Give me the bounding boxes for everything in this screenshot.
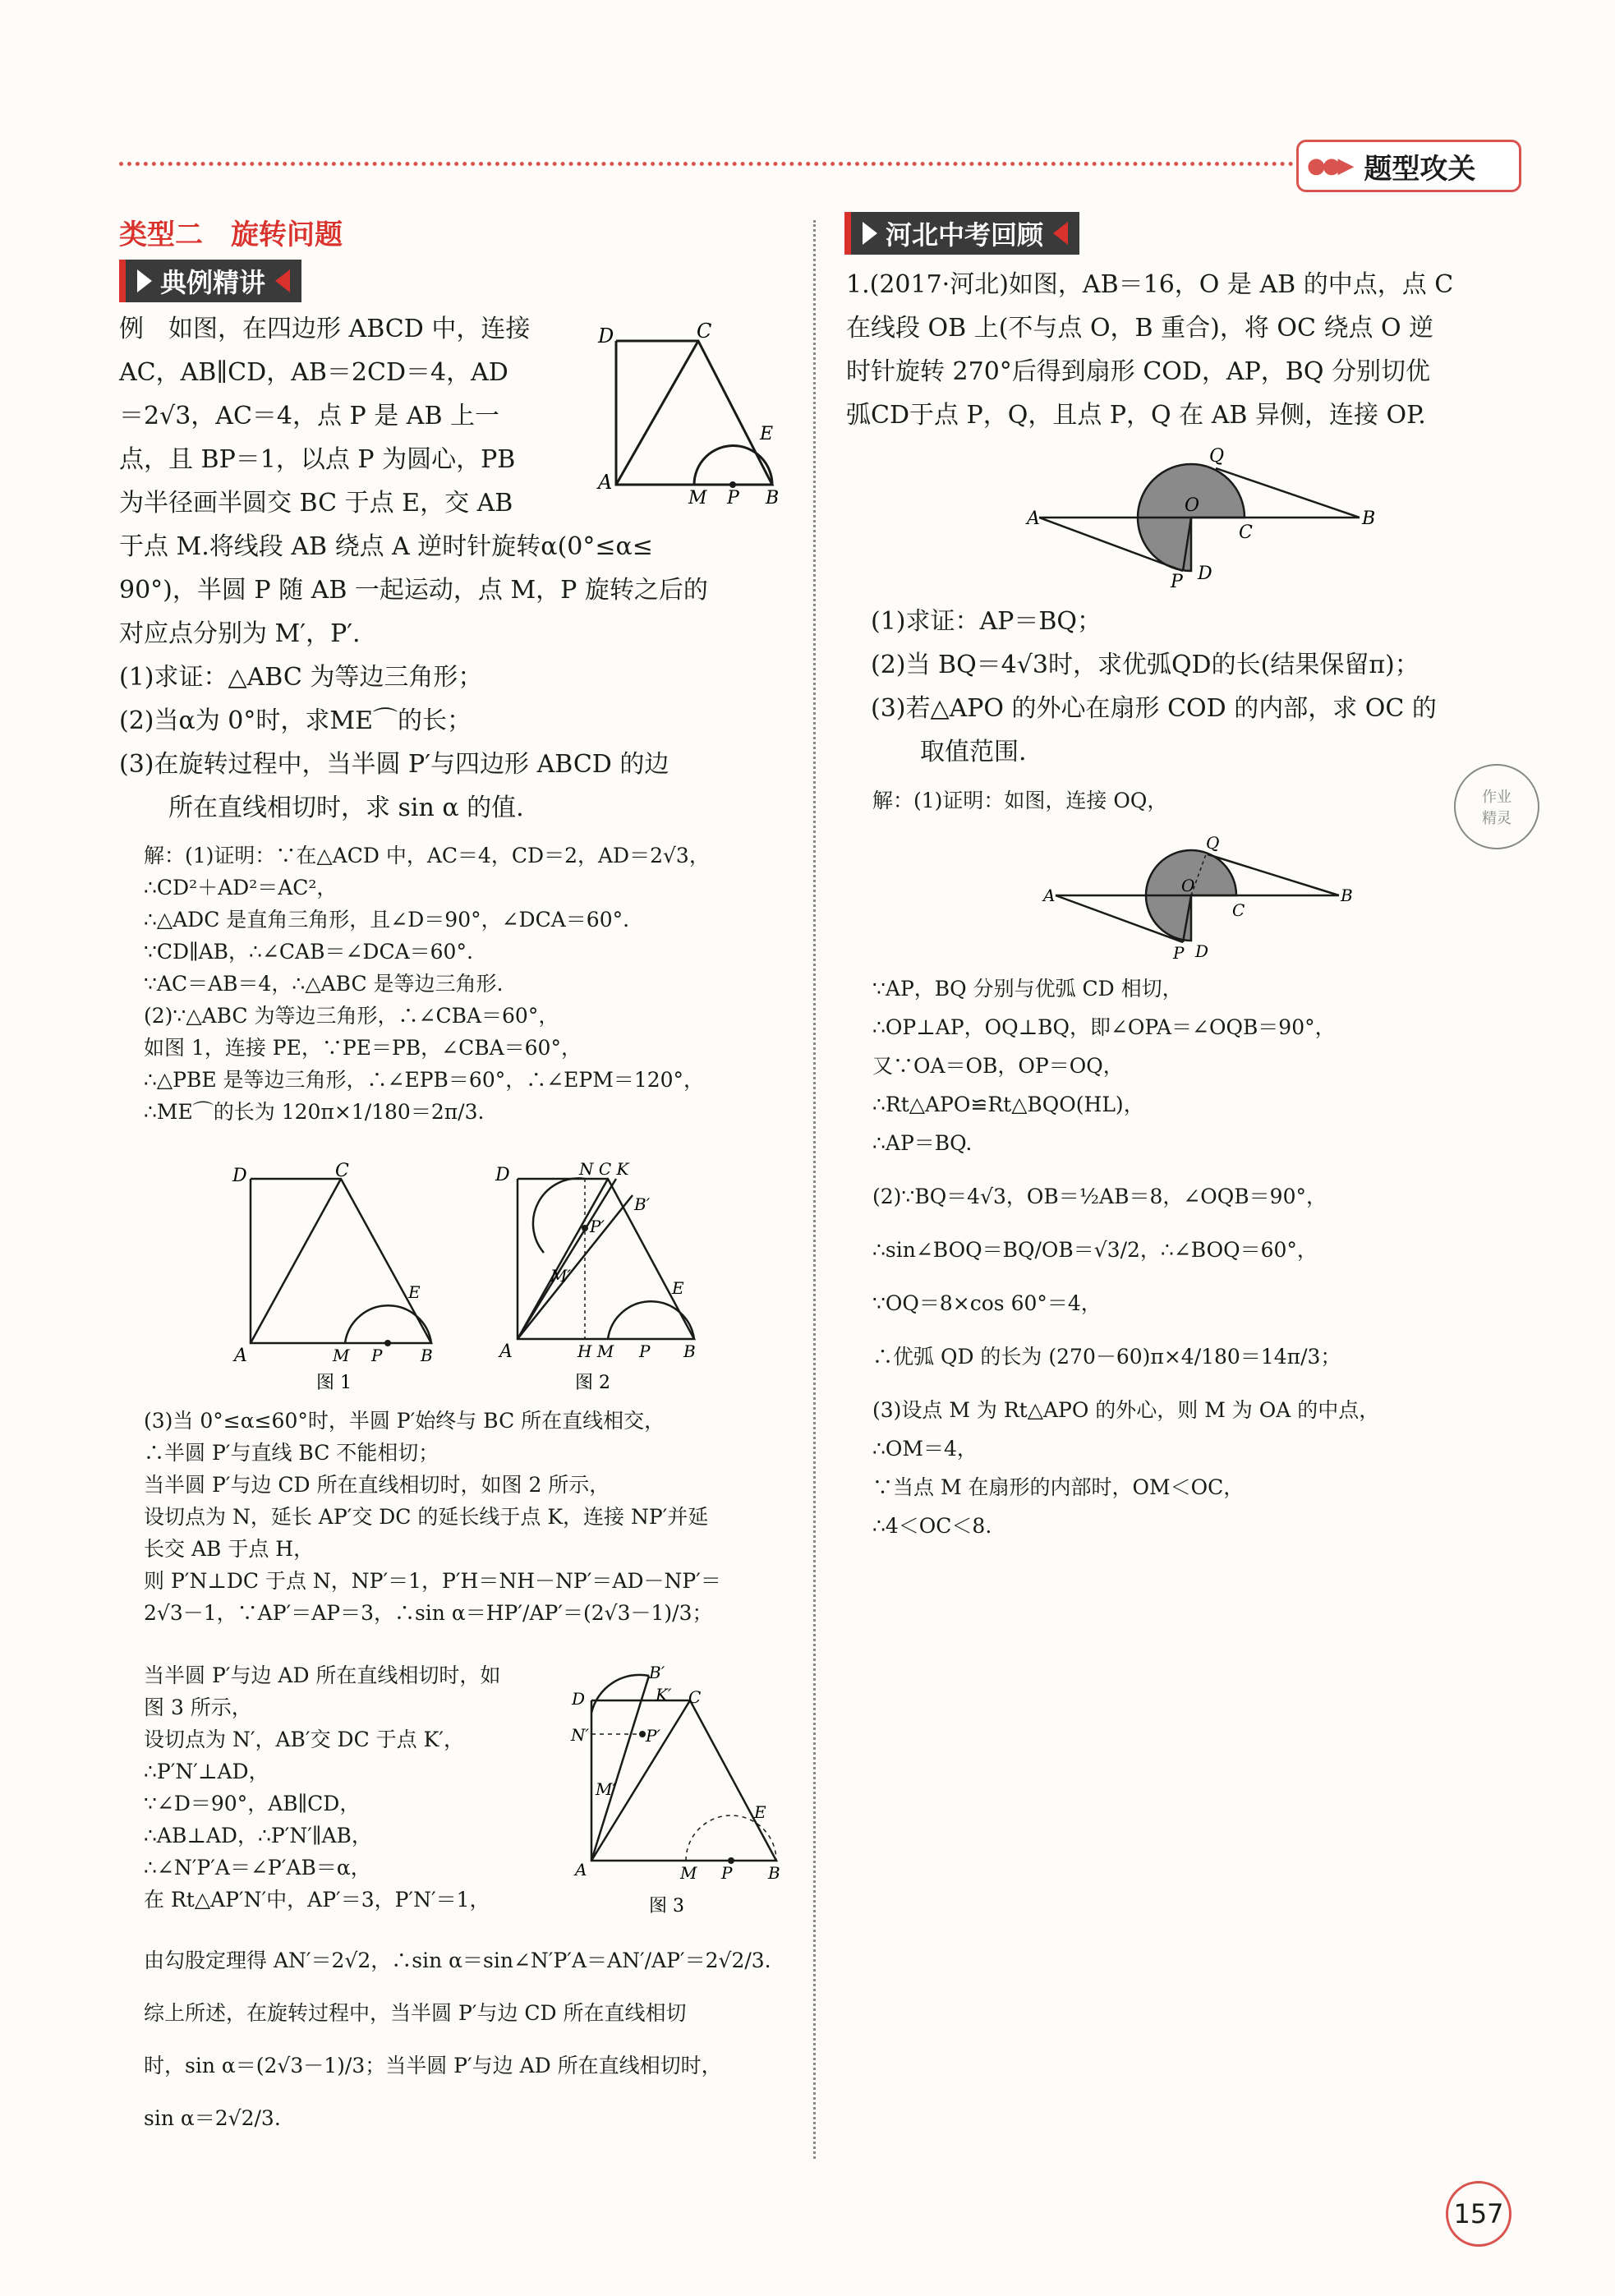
solution-line: ∴4＜OC＜8. [872, 1514, 992, 1538]
figure-1 [230, 1161, 444, 1393]
svg-text:E: E [672, 1278, 684, 1298]
stamp-seal: 作业 精灵 [1454, 764, 1539, 849]
solution-line: ∴△ADC 是直角三角形，且∠D＝90°，∠DCA＝60°. [144, 908, 630, 932]
play-icon [137, 269, 152, 292]
svg-text:N′: N′ [571, 1725, 590, 1745]
example-line: ＝2√3，AC＝4，点 P 是 AB 上一 [119, 402, 500, 430]
solution-line: 设切点为 N′，AB′交 DC 于点 K′， [144, 1728, 464, 1751]
solution-line: (3)设点 M 为 Rt△APO 的外心，则 M 为 OA 的中点， [872, 1398, 1380, 1422]
example-line: 90°)，半圆 P 随 AB 一起运动，点 M，P 旋转之后的 [119, 576, 708, 605]
badge-arrow-icon: ●●▶ [1307, 154, 1351, 178]
example-line: (3)在旋转过程中，当半圆 P′与四边形 ABCD 的边 [119, 750, 669, 779]
example-figure [591, 320, 789, 508]
solution-line: 时，sin α＝(2√3－1)/3；当半圆 P′与边 AD 所在直线相切时， [144, 2054, 722, 2077]
fig3-caption: 图 3 [649, 1896, 684, 1916]
example-line: 于点 M.将线段 AB 绕点 A 逆时针旋转α(0°≤α≤ [119, 532, 653, 561]
solution-line: ∵AC＝AB＝4，∴△ABC 是等边三角形. [144, 972, 504, 996]
page-number: 157 [1446, 2181, 1511, 2247]
solution-line: 由勾股定理得 AN′＝2√2，∴sin α＝sin∠N′P′A＝AN′/AP′＝2√2/3. [144, 1949, 771, 1972]
svg-text:O: O [1181, 876, 1195, 895]
solution-line: ∴OM＝4， [872, 1437, 978, 1461]
svg-text:M: M [680, 1863, 697, 1883]
svg-text:N C K: N C K [579, 1159, 629, 1179]
question-line: 在线段 OB 上(不与点 O，B 重合)，将 OC 绕点 O 逆 [846, 314, 1434, 343]
svg-text:K′: K′ [656, 1685, 672, 1705]
solution-line: 当半圆 P′与边 CD 所在直线相切时，如图 2 所示， [144, 1473, 610, 1497]
solution-line: (2)∵△ABC 为等边三角形，∴∠CBA＝60°， [144, 1004, 559, 1028]
example-line: 例 如图，在四边形 ABCD 中，连接 [119, 315, 531, 343]
svg-text:M′: M′ [550, 1266, 572, 1286]
play-icon [863, 222, 877, 245]
svg-text:E: E [408, 1282, 421, 1302]
svg-text:C: C [697, 320, 712, 343]
solution-part-b [144, 1405, 801, 1629]
svg-text:P: P [639, 1341, 651, 1361]
svg-text:B: B [766, 488, 780, 508]
back-arrow-icon [275, 269, 290, 292]
header-dotted-rule [119, 162, 1302, 166]
solution-line: 如图 1，连接 PE，∵PE＝PB，∠CBA＝60°， [144, 1036, 582, 1060]
svg-text:E: E [760, 424, 774, 444]
solution-intro: 解：(1)证明：如图，连接 OQ， [872, 789, 1168, 812]
svg-text:B: B [421, 1346, 433, 1365]
svg-text:A: A [575, 1860, 587, 1880]
solution-line: 又∵OA＝OB，OP＝OQ， [872, 1054, 1124, 1078]
example-line: 所在直线相切时，求 sin α 的值. [119, 794, 524, 822]
svg-text:M′: M′ [596, 1779, 617, 1799]
solution-part-c [144, 1659, 571, 1916]
svg-text:M: M [688, 488, 707, 508]
solution-line: (3)当 0°≤α≤60°时，半圆 P′始终与 BC 所在直线相交， [144, 1409, 665, 1433]
svg-text:H M: H M [577, 1341, 614, 1361]
svg-text:B: B [683, 1341, 696, 1361]
solution-line: ∴AP＝BQ. [872, 1131, 973, 1155]
solution-line: ∴P′N′⊥AD， [144, 1760, 269, 1783]
svg-text:P: P [371, 1346, 383, 1365]
svg-text:C: C [688, 1687, 702, 1707]
solution-part-d [144, 1935, 801, 2145]
question-part: (3)若△APO 的外心在扇形 COD 的内部，求 OC 的 [871, 694, 1437, 723]
svg-text:D: D [572, 1689, 586, 1709]
solution-line: ∵AP，BQ 分别与优弧 CD 相切， [872, 977, 1183, 1001]
svg-text:C: C [335, 1161, 349, 1181]
solution-body [872, 969, 1530, 1545]
question-line: 1.(2017·河北)如图，AB＝16，O 是 AB 的中点，点 C [846, 270, 1454, 299]
fig2-caption: 图 2 [575, 1373, 610, 1393]
figure-2 [493, 1159, 706, 1393]
svg-text:A: A [598, 471, 613, 494]
svg-text:D: D [495, 1165, 510, 1185]
example-line: 点，且 BP＝1，以点 P 为圆心，PB [119, 445, 516, 474]
fig1-caption: 图 1 [316, 1373, 352, 1393]
figure-3 [567, 1663, 789, 1926]
section-label: 题型攻关 [1364, 152, 1476, 186]
svg-text:A: A [499, 1341, 513, 1362]
solution-part-a [144, 840, 801, 1128]
solution-line: 则 P′N⊥DC 于点 N，NP′＝1，P′H＝NH－NP′＝AD－NP′＝ [144, 1569, 721, 1593]
svg-text:Q: Q [1206, 833, 1220, 853]
example-line: 对应点分别为 M′，P′. [119, 619, 361, 648]
svg-text:P: P [727, 488, 739, 508]
solution-line: ∴CD²＋AD²＝AC²， [144, 876, 338, 900]
question-line: 弧CD于点 P，Q，且点 P，Q 在 AB 异侧，连接 OP. [846, 401, 1426, 430]
svg-text:C: C [1239, 522, 1253, 543]
svg-text:A: A [1027, 508, 1040, 529]
svg-text:Q: Q [1209, 446, 1225, 467]
type-title: 类型二 旋转问题 [119, 219, 343, 251]
question-1 [846, 263, 1528, 437]
solution-line: sin α＝2√2/3. [144, 2106, 281, 2130]
svg-text:D: D [1198, 564, 1212, 584]
solution-line: 在 Rt△AP′N′中，AP′＝3，P′N′＝1， [144, 1888, 490, 1912]
solution-line: ∴△PBE 是等边三角形，∴∠EPB＝60°，∴∠EPM＝120°， [144, 1068, 705, 1092]
question-line: 时针旋转 270°后得到扇形 COD，AP，BQ 分别切优 [846, 357, 1430, 386]
solution-line: 设切点为 N，延长 AP′交 DC 的延长线于点 K，连接 NP′并延 [144, 1505, 709, 1529]
solution-line: 图 3 所示， [144, 1696, 252, 1719]
question-part: (2)当 BQ＝4√3时，求优弧QD的长(结果保留π)； [871, 651, 1419, 679]
svg-text:P: P [1171, 572, 1183, 592]
question-figure [1027, 444, 1388, 591]
solution-line: ∴优弧 QD 的长为 (270－60)π×4/180＝14π/3； [872, 1345, 1341, 1369]
solution-line: 解：(1)证明：∵在△ACD 中，AC＝4，CD＝2，AD＝2√3， [144, 844, 710, 867]
review-tag: 河北中考回顾 [844, 212, 1079, 255]
solution-line: 综上所述，在旋转过程中，当半圆 P′与边 CD 所在直线相切 [144, 2001, 687, 2025]
svg-text:B: B [1362, 508, 1376, 529]
svg-text:D: D [1195, 941, 1209, 961]
svg-text:P′: P′ [590, 1217, 605, 1236]
svg-text:M: M [333, 1346, 350, 1365]
solution-line: ∵CD∥AB，∴∠CAB＝∠DCA＝60°. [144, 940, 473, 964]
svg-text:B′: B′ [649, 1663, 665, 1682]
svg-text:E: E [754, 1802, 766, 1822]
svg-text:B: B [1341, 886, 1353, 905]
question-part: (1)求证：AP＝BQ； [871, 607, 1102, 636]
svg-text:P′: P′ [646, 1726, 660, 1746]
solution-line: ∴∠N′P′A＝∠P′AB＝α， [144, 1856, 371, 1880]
svg-text:B′: B′ [634, 1194, 651, 1214]
svg-text:B: B [768, 1863, 780, 1883]
solution-line: ∴sin∠BOQ＝BQ/OB＝√3/2，∴∠BOQ＝60°， [872, 1238, 1318, 1262]
svg-text:O: O [1185, 495, 1200, 516]
solution-line: 当半圆 P′与边 AD 所在直线相切时，如 [144, 1663, 501, 1687]
example-line: (2)当α为 0°时，求ME⌒的长； [119, 706, 472, 735]
svg-text:C: C [1232, 900, 1245, 920]
svg-text:A: A [234, 1346, 247, 1366]
column-divider [813, 220, 816, 2159]
example-line: (1)求证：△ABC 为等边三角形； [119, 663, 483, 692]
question-parts [871, 600, 1528, 774]
solution-figure [1043, 834, 1364, 965]
svg-text:P: P [1173, 943, 1185, 963]
solution-line: (2)∵BQ＝4√3，OB＝½AB＝8，∠OQB＝90°， [872, 1185, 1327, 1208]
svg-text:A: A [1043, 886, 1056, 905]
solution-line: 2√3－1，∵AP′＝AP＝3，∴sin α＝HP′/AP′＝(2√3－1)/3； [144, 1601, 713, 1625]
example-line: AC，AB∥CD，AB＝2CD＝4，AD [119, 358, 508, 387]
svg-text:D: D [232, 1166, 247, 1186]
solution-line: ∴ME⌒的长为 120π×1/180＝2π/3. [144, 1100, 485, 1124]
solution-line: ∴OP⊥AP，OQ⊥BQ，即∠OPA＝∠OQB＝90°， [872, 1015, 1336, 1039]
back-arrow-icon [1053, 222, 1068, 245]
svg-text:P: P [721, 1863, 733, 1883]
solution-line: ∴AB⊥AD，∴P′N′∥AB， [144, 1824, 372, 1847]
svg-text:D: D [598, 324, 614, 347]
solution-line: ∵当点 M 在扇形的内部时，OM＜OC， [872, 1475, 1245, 1499]
question-part: 取值范围. [871, 738, 1027, 766]
solution-line: ∵∠D＝90°，AB∥CD， [144, 1792, 361, 1815]
section-badge [1296, 140, 1521, 192]
solution-line: 长交 AB 于点 H， [144, 1537, 315, 1561]
example-line: 为半径画半圆交 BC 于点 E，交 AB [119, 489, 513, 518]
solution-line: ∴Rt△APO≌Rt△BQO(HL)， [872, 1093, 1144, 1116]
example-tag: 典例精讲 [119, 260, 301, 302]
solution-line: ∴半圆 P′与直线 BC 不能相切； [144, 1441, 439, 1465]
solution-line: ∵OQ＝8×cos 60°＝4， [872, 1291, 1102, 1315]
